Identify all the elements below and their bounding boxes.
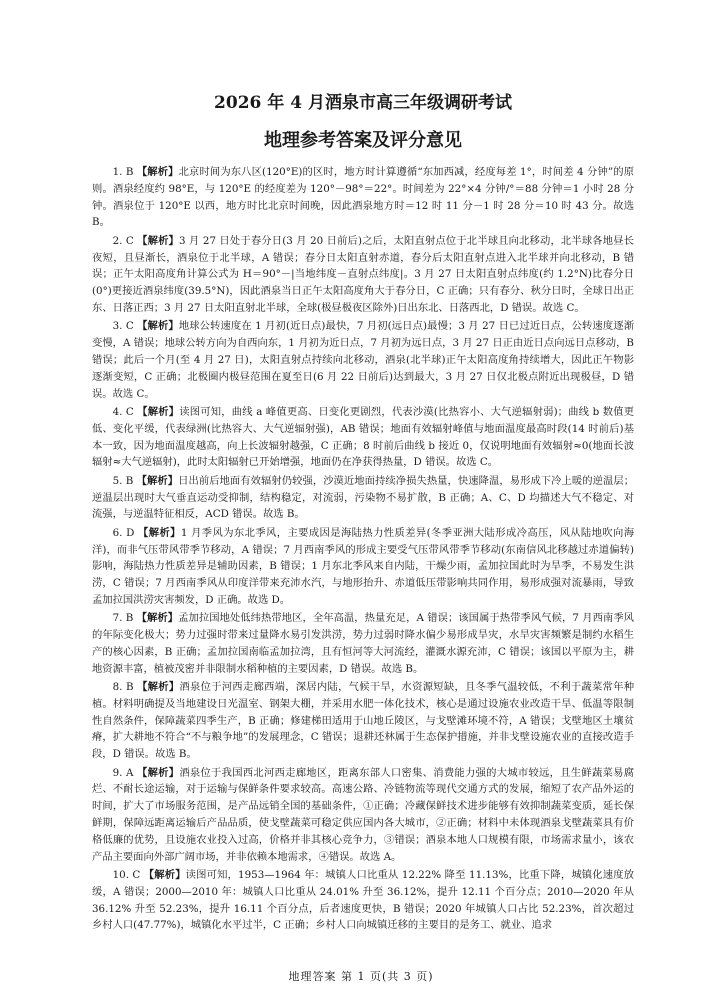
answer-text: 3 月 27 日处于春分日(3 月 20 日前后)之后，太阳直射点位于北半球且向北移动，北半球各地昼长夜短，且昼渐长，酒泉位于北半球，A 错误；春分日太阳直射赤道，春分后太阳直射点进入北半球并向北移动，B 错误；正午太阳高度角计算公式为 H＝90°－|当地纬度－直射点纬度|。3 月 27 日太阳直射点纬度(约 1.2°N)比春分日(0°)更接近酒泉纬度(39.5°N)，因此酒泉当日正午太阳高度角大于春分日，C 正确；只有春分、秋分日时，全球日出正东、日落正西；3 月 27 日太阳直射北半球，全球(极昼极夜区除外)日出东北、日落西北，D 错误。故选 C。: [92, 234, 634, 314]
answer-list: [92, 164, 634, 934]
analysis-tag: 【解析】: [136, 612, 179, 625]
page-footer: 地理答案 第 1 页(共 3 页): [288, 970, 434, 983]
answer-text: 地球公转速度在 1 月初(近日点)最快，7 月初(远日点)最慢；3 月 27 日已过近日点，公转速度逐渐变慢，A 错误；地球公转方向为自西向东，1 月初为近日点，7 月初为远日点，3 月 27 日正由近日点向远日点移动，B 错误；此后一个月(至 4 月 27 日)，太阳直射点持续向北移动，酒泉(北半球)正午太阳高度角持续增大，因此正午物影逐渐变短，C 正确；北极圈内极昼范围在夏至日(6 月 22 日前后)达到最大，3 月 27 日仅北极点附近出现极昼，D 错误。故选 C。: [92, 320, 634, 400]
answer-item: [92, 318, 634, 402]
analysis-tag: 【解析】: [137, 320, 179, 333]
answer-text: 读图可知，1953—1964 年：城镇人口比重从 12.22% 降至 11.13%，比重下降，城镇化速度放缓，A 错误；2000—2010 年：城镇人口比重从 24.01% 升至 36.12%，提升 12.11 个百分点；2010—2020 年从 36.12% 升至 52.23%，提升 16.11 个百分点，后者速度更快，B 错误；2020 年城镇人口占比 52.23%，首次超过乡村人口(47.77%)，城镇化水平过半，C 正确；乡村人口向城镇迁移的主要目的是务工、就业、追求: [92, 869, 635, 932]
answer-text: 读图可知，曲线 a 峰值更高、日变化更剧烈，代表沙漠(比热容小、大气逆辐射弱)；曲线 b 数值更低、变化平缓，代表绿洲(比热容大、大气逆辐射强)，AB 错误；地面有效辐射峰值与地面温度最高时段(14 时前后)基本一致，因为地面温度越高，向上长波辐射越强，C 正确；8 时前后曲线 b 接近 0，仅说明地面有效辐射≈0(地面长波辐射≈大气逆辐射)，此时太阳辐射已开始增强，地面仍在净获得热量，D 错误。故选 C。: [92, 405, 635, 469]
answer-number: 10. C: [112, 869, 141, 882]
answer-item: [92, 525, 634, 609]
analysis-tag: 【解析】: [138, 526, 181, 539]
answer-number: 2. C: [112, 234, 134, 247]
answer-number: 1. B: [112, 166, 134, 178]
analysis-tag: 【解析】: [136, 766, 180, 779]
answer-key-title: 地理参考答案及评分意见: [264, 130, 462, 151]
answer-text: 孟加拉国地处低纬热带地区，全年高温，热量充足，A 错误；该国属于热带季风气候，7 月西南季风的年际变化极大；势力过强时带来过量降水易引发洪涝，势力过弱时降水偏少易形成旱灾，水旱灾害频繁是制约水稻生产的核心因素，B 正确；孟加拉国南临孟加拉湾，且有恒河等大河流经，灌溉水源充沛，C 错误；该国以平原为主，耕地资源丰富，植被茂密并非限制水稻种植的主要因素，D 错误。故选 B。: [92, 612, 634, 675]
answer-number: 6. D: [112, 526, 135, 539]
answer-item: [92, 867, 634, 934]
analysis-tag: 【解析】: [137, 681, 180, 694]
answer-text: 酒泉位于我国西北河西走廊地区，距离东部人口密集、消费能力强的大城市较远，且生鲜蔬菜易腐烂、不耐长途运输，对于运输与保鲜条件要求较高。高速公路、冷链物流等现代交通方式的发展，缩短了农产品外运的时间，扩大了市场服务范围，是产品远销全国的基础条件，①正确；冷藏保鲜技术进步能够有效抑制蔬菜变质，延长保鲜期，保障远距离运输后产品品质，使戈壁蔬菜可稳定供应国内各大城市，②正确；材料中未体现酒泉戈壁蔬菜具有价格低廉的优势，且设施农业投入过高，价格并非其核心竞争力，③错误；酒泉本地人口规模有限，市场需求量小，该农产品主要面向外部广阔市场，并非依赖本地需求，④错误。故选 A。: [92, 766, 634, 863]
answer-item: [92, 610, 634, 677]
answer-number: 9. A: [112, 766, 134, 779]
answer-item: [92, 233, 634, 317]
analysis-tag: 【解析】: [136, 474, 179, 487]
answer-item: [92, 473, 634, 523]
answer-number: 4. C: [112, 405, 134, 418]
exam-title: 2026 年 4 月酒泉市高三年级调研考试: [214, 93, 512, 113]
answer-text: 北京时间为东八区(120°E)的区时，地方时计算遵循“东加西减，经度每差 1°，时间差 4 分钟”的原则。酒泉经度约 98°E，与 120°E 的经度差为 120°－98°＝22°。时间差为 22°×4 分钟/°＝88 分钟＝1 小时 28 分钟。酒泉位于 120°E 以西，地方时比北京时间晚，因此酒泉地方时＝12 时 11 分－1 时 28 分＝10 时 43 分。故选 B。: [92, 166, 635, 229]
analysis-tag: 【解析】: [137, 234, 180, 247]
answer-number: 5. B: [112, 474, 134, 487]
analysis-tag: 【解析】: [143, 869, 186, 882]
answer-number: 3. C: [112, 320, 134, 333]
answer-text: 日出前后地面有效辐射仍较强，沙漠近地面持续净损失热量，快速降温，易形成下冷上暖的逆温层；逆温层出现时大气垂直运动受抑制，结构稳定，对流弱，污染物不易扩散，B 正确；A、C、D 均描述大气不稳定、对流强，与逆温特征相反，ACD 错误。故选 B。: [92, 474, 634, 521]
answer-text: 酒泉位于河西走廊西端，深居内陆，气候干旱，水资源短缺，且冬季气温较低，不利于蔬菜常年种植。材料明确提及当地建设日光温室、钢架大棚，并采用水肥一体化技术，核心是通过设施农业改造干旱、低温等限制性自然条件，保障蔬菜四季生产，B 正确；修建梯田适用于山地丘陵区，与戈壁滩环境不符，A 错误；戈壁地区土壤贫瘠，扩大耕地不符合“不与粮争地”的发展理念，C 错误；退耕还林属于生态保护措施，并非戈壁设施农业的直接改造手段，D 错误。故选 B。: [92, 681, 634, 761]
answer-item: [92, 765, 634, 866]
answer-number: 8. B: [112, 681, 134, 694]
answer-number: 7. B: [112, 612, 134, 625]
answer-item: [92, 404, 634, 471]
analysis-tag: 【解析】: [136, 166, 179, 178]
answer-item: [92, 164, 634, 231]
answer-item: [92, 679, 634, 763]
analysis-tag: 【解析】: [137, 405, 180, 418]
answer-text: 1 月季风为东北季风，主要成因是海陆热力性质差异(冬季亚洲大陆形成冷高压，风从陆地吹向海洋)，而非气压带风带季节移动，A 错误；7 月西南季风的形成主要受气压带风带季节移动(东南信风北移越过赤道偏转)影响，海陆热力性质差异是辅助因素，B 错误；1 月东北季风来自内陆，干燥少雨，孟加拉国此时为旱季，不易发生洪涝，C 错误；7 月西南季风从印度洋带来充沛水汽，与地形抬升、赤道低压带影响共同作用，易形成强对流暴雨，导致孟加拉国洪涝灾害频发，D 正确。故选 D。: [92, 526, 635, 606]
